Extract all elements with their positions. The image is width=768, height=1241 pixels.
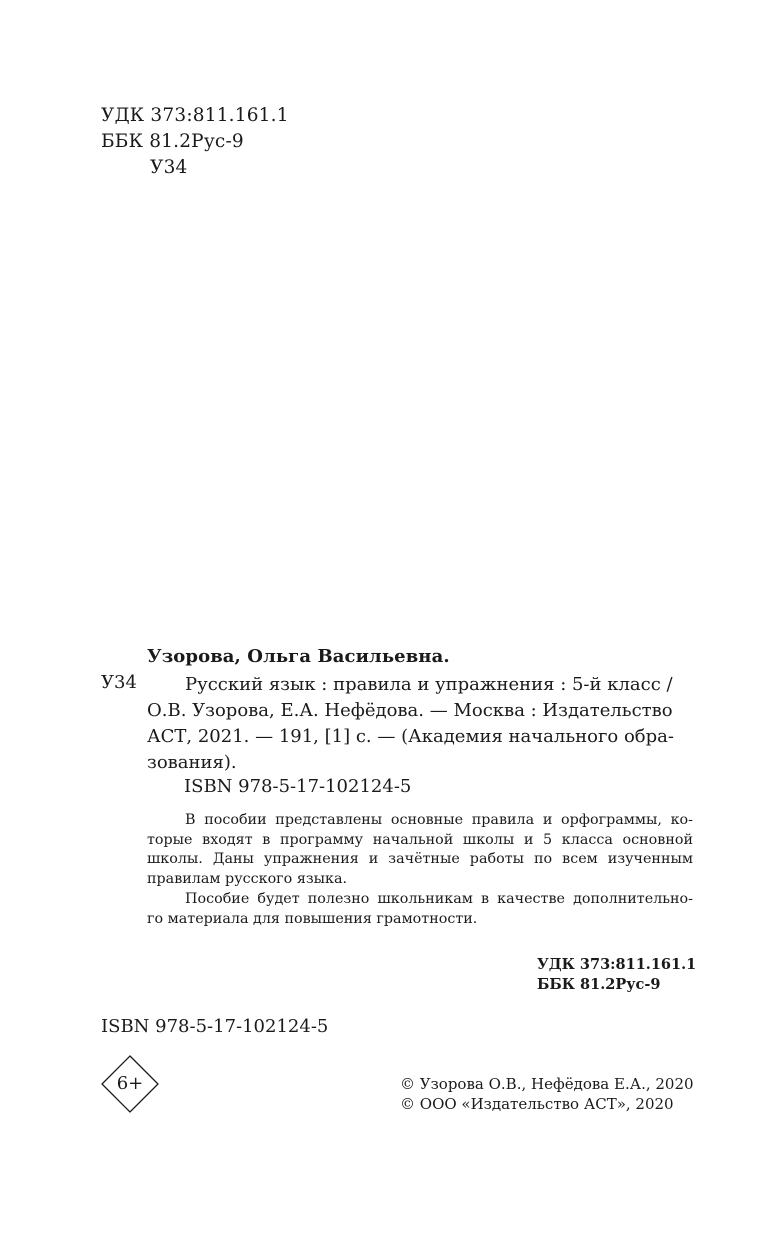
- cutter-code: У34: [150, 157, 188, 178]
- age-rating-label: 6+: [116, 1073, 144, 1094]
- record-isbn: ISBN 978-5-17-102124-5: [184, 776, 412, 797]
- classification-codes-top: [101, 103, 289, 181]
- author-heading: Узорова, Ольга Васильевна.: [147, 646, 450, 667]
- isbn: ISBN 978-5-17-102124-5: [101, 1016, 329, 1037]
- record-line: зования).: [147, 752, 237, 773]
- udk-code: УДК 373:811.161.1: [101, 105, 289, 126]
- udk-code: УДК 373:811.161.1: [537, 956, 697, 973]
- record-cutter-code: У34: [101, 672, 137, 693]
- copyright-block: [400, 1074, 694, 1114]
- annotation-line: школы. Даны упражнения и зачётные работы по всем изученным: [147, 851, 693, 868]
- annotation-line: В пособии представлены основные правила и орфограммы, ко-: [185, 812, 693, 828]
- classification-codes-bottom: [537, 955, 696, 995]
- annotation-line: правилам русского языка.: [147, 871, 348, 888]
- bibliographic-record: [147, 672, 697, 776]
- copyright-line: © Узорова О.В., Нефёдова Е.А., 2020: [400, 1075, 694, 1093]
- bbk-code: ББК 81.2Рус-9: [537, 976, 661, 993]
- annotation-line: го материала для повышения грамотности.: [147, 910, 478, 927]
- annotation: [147, 811, 693, 929]
- age-rating-badge: [101, 1055, 159, 1113]
- record-line: О.В. Узорова, Е.А. Нефёдова. — Москва : Издательство: [147, 700, 673, 721]
- bbk-code: ББК 81.2Рус-9: [101, 131, 244, 152]
- record-line: Русский язык : правила и упражнения : 5-й класс /: [185, 674, 673, 695]
- annotation-line: Пособие будет полезно школьникам в качестве дополнительно-: [185, 890, 693, 907]
- annotation-line: торые входят в программу начальной школы и 5 класса основной: [147, 831, 693, 848]
- record-line: АСТ, 2021. — 191, [1] с. — (Академия начального обра-: [147, 726, 674, 747]
- copyright-line: © ООО «Издательство АСТ», 2020: [400, 1095, 674, 1113]
